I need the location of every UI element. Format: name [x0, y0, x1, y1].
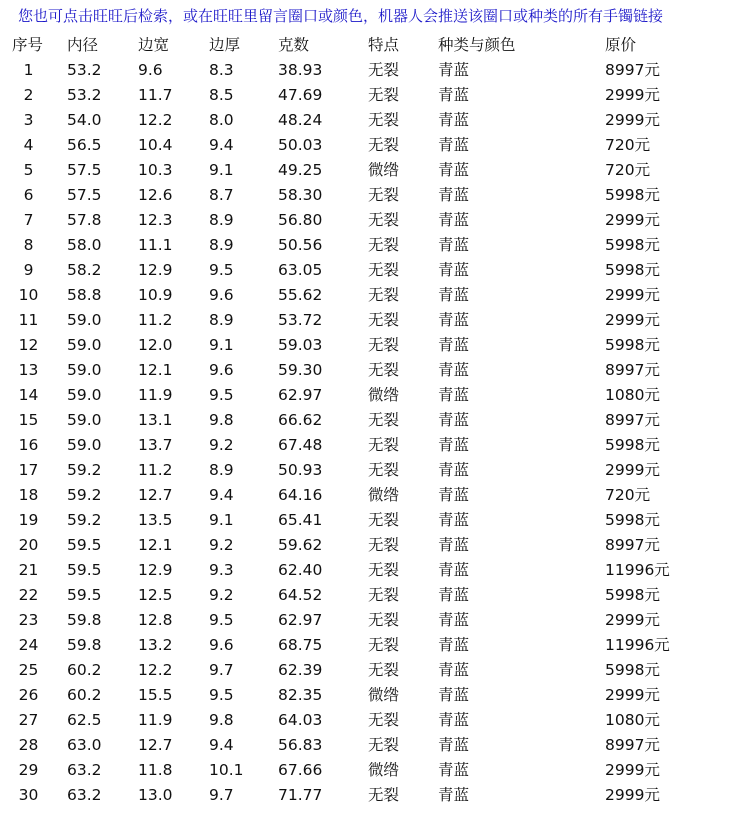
- cell-index: 3: [23, 111, 34, 129]
- header-feature: 特点: [368, 36, 400, 54]
- cell-inner-diameter: 57.5: [67, 161, 102, 179]
- cell-band-thickness: 9.2: [209, 586, 234, 604]
- cell-feature: 无裂: [368, 261, 400, 279]
- table-header-row: [12, 33, 742, 58]
- cell-band-thickness: 8.3: [209, 61, 234, 79]
- cell-weight: 62.39: [278, 661, 323, 679]
- cell-weight: 59.30: [278, 361, 323, 379]
- table-row: [12, 283, 742, 308]
- cell-type-color: 青蓝: [438, 286, 470, 304]
- cell-type-color: 青蓝: [438, 111, 470, 129]
- cell-type-color: 青蓝: [438, 636, 470, 654]
- table-row: [12, 308, 742, 333]
- cell-band-width: 11.7: [138, 86, 173, 104]
- cell-inner-diameter: 59.5: [67, 586, 102, 604]
- cell-inner-diameter: 59.0: [67, 311, 102, 329]
- table-row: [12, 533, 742, 558]
- cell-original-price: 8997元: [605, 736, 660, 754]
- cell-feature: 无裂: [368, 786, 400, 804]
- cell-index: 16: [18, 436, 39, 454]
- cell-type-color: 青蓝: [438, 686, 470, 704]
- cell-feature: 无裂: [368, 61, 400, 79]
- cell-weight: 55.62: [278, 286, 323, 304]
- table-row: [12, 433, 742, 458]
- table-row: [12, 583, 742, 608]
- table-row: [12, 658, 742, 683]
- cell-inner-diameter: 60.2: [67, 661, 102, 679]
- cell-inner-diameter: 53.2: [67, 86, 102, 104]
- cell-band-width: 12.7: [138, 486, 173, 504]
- cell-index: 19: [18, 511, 39, 529]
- cell-type-color: 青蓝: [438, 161, 470, 179]
- cell-weight: 38.93: [278, 61, 323, 79]
- cell-inner-diameter: 53.2: [67, 61, 102, 79]
- cell-band-width: 9.6: [138, 61, 163, 79]
- cell-feature: 无裂: [368, 661, 400, 679]
- cell-type-color: 青蓝: [438, 561, 470, 579]
- cell-index: 26: [18, 686, 39, 704]
- cell-index: 11: [18, 311, 39, 329]
- cell-weight: 53.72: [278, 311, 323, 329]
- cell-feature: 无裂: [368, 636, 400, 654]
- cell-weight: 49.25: [278, 161, 323, 179]
- cell-type-color: 青蓝: [438, 336, 470, 354]
- cell-original-price: 720元: [605, 161, 651, 179]
- cell-original-price: 5998元: [605, 186, 660, 204]
- cell-weight: 56.83: [278, 736, 323, 754]
- cell-band-width: 12.2: [138, 111, 173, 129]
- cell-band-thickness: 9.8: [209, 711, 234, 729]
- cell-inner-diameter: 60.2: [67, 686, 102, 704]
- cell-index: 21: [18, 561, 39, 579]
- cell-weight: 59.03: [278, 336, 323, 354]
- cell-band-width: 15.5: [138, 686, 173, 704]
- cell-band-width: 12.6: [138, 186, 173, 204]
- table-row: [12, 758, 742, 783]
- cell-type-color: 青蓝: [438, 386, 470, 404]
- cell-type-color: 青蓝: [438, 61, 470, 79]
- cell-original-price: 720元: [605, 486, 651, 504]
- table-row: [12, 333, 742, 358]
- cell-weight: 82.35: [278, 686, 323, 704]
- cell-type-color: 青蓝: [438, 536, 470, 554]
- header-original-price: 原价: [605, 36, 637, 54]
- cell-type-color: 青蓝: [438, 86, 470, 104]
- table-row: [12, 483, 742, 508]
- table-row: [12, 408, 742, 433]
- table-row: [12, 458, 742, 483]
- cell-feature: 无裂: [368, 411, 400, 429]
- cell-band-thickness: 10.1: [209, 761, 244, 779]
- cell-index: 2: [23, 86, 34, 104]
- cell-weight: 48.24: [278, 111, 323, 129]
- cell-weight: 62.97: [278, 611, 323, 629]
- cell-band-thickness: 9.5: [209, 686, 234, 704]
- cell-inner-diameter: 58.8: [67, 286, 102, 304]
- cell-feature: 微绺: [368, 386, 400, 404]
- cell-band-width: 13.5: [138, 511, 173, 529]
- cell-band-thickness: 9.4: [209, 486, 234, 504]
- cell-band-thickness: 9.2: [209, 436, 234, 454]
- cell-index: 28: [18, 736, 39, 754]
- cell-original-price: 2999元: [605, 311, 660, 329]
- cell-band-width: 10.4: [138, 136, 173, 154]
- cell-feature: 无裂: [368, 236, 400, 254]
- cell-band-thickness: 9.6: [209, 361, 234, 379]
- cell-band-width: 13.1: [138, 411, 173, 429]
- cell-band-width: 11.8: [138, 761, 173, 779]
- cell-type-color: 青蓝: [438, 761, 470, 779]
- cell-inner-diameter: 59.0: [67, 411, 102, 429]
- cell-original-price: 2999元: [605, 611, 660, 629]
- cell-index: 12: [18, 336, 39, 354]
- cell-original-price: 11996元: [605, 636, 670, 654]
- cell-feature: 微绺: [368, 686, 400, 704]
- cell-inner-diameter: 56.5: [67, 136, 102, 154]
- table-row: [12, 558, 742, 583]
- header-band-thickness: 边厚: [209, 36, 241, 54]
- cell-original-price: 2999元: [605, 286, 660, 304]
- cell-original-price: 2999元: [605, 786, 660, 804]
- cell-weight: 68.75: [278, 636, 323, 654]
- table-row: [12, 58, 742, 83]
- cell-band-thickness: 9.8: [209, 411, 234, 429]
- cell-band-thickness: 9.4: [209, 136, 234, 154]
- cell-index: 17: [18, 461, 39, 479]
- cell-index: 18: [18, 486, 39, 504]
- cell-feature: 无裂: [368, 286, 400, 304]
- cell-feature: 无裂: [368, 561, 400, 579]
- cell-feature: 无裂: [368, 536, 400, 554]
- header-weight: 克数: [278, 36, 310, 54]
- cell-inner-diameter: 63.0: [67, 736, 102, 754]
- cell-band-thickness: 9.5: [209, 261, 234, 279]
- cell-type-color: 青蓝: [438, 486, 470, 504]
- cell-original-price: 5998元: [605, 436, 660, 454]
- cell-band-width: 10.9: [138, 286, 173, 304]
- cell-band-width: 12.9: [138, 261, 173, 279]
- table-row: [12, 733, 742, 758]
- cell-feature: 无裂: [368, 211, 400, 229]
- table-row: [12, 83, 742, 108]
- cell-index: 27: [18, 711, 39, 729]
- cell-band-thickness: 8.9: [209, 311, 234, 329]
- cell-original-price: 720元: [605, 136, 651, 154]
- cell-band-thickness: 8.7: [209, 186, 234, 204]
- cell-feature: 微绺: [368, 486, 400, 504]
- cell-band-width: 12.1: [138, 361, 173, 379]
- cell-weight: 67.66: [278, 761, 323, 779]
- cell-band-width: 12.5: [138, 586, 173, 604]
- table-row: [12, 608, 742, 633]
- cell-original-price: 8997元: [605, 411, 660, 429]
- cell-original-price: 1080元: [605, 386, 660, 404]
- cell-inner-diameter: 63.2: [67, 786, 102, 804]
- cell-original-price: 5998元: [605, 511, 660, 529]
- cell-weight: 56.80: [278, 211, 323, 229]
- cell-index: 30: [18, 786, 39, 804]
- cell-band-thickness: 8.9: [209, 211, 234, 229]
- cell-type-color: 青蓝: [438, 461, 470, 479]
- cell-band-thickness: 9.6: [209, 636, 234, 654]
- cell-index: 29: [18, 761, 39, 779]
- cell-inner-diameter: 59.0: [67, 361, 102, 379]
- cell-inner-diameter: 57.5: [67, 186, 102, 204]
- table-row: [12, 508, 742, 533]
- cell-band-width: 12.0: [138, 336, 173, 354]
- cell-band-width: 13.7: [138, 436, 173, 454]
- cell-index: 22: [18, 586, 39, 604]
- cell-inner-diameter: 59.0: [67, 386, 102, 404]
- cell-feature: 无裂: [368, 461, 400, 479]
- bangle-inventory-table: [12, 33, 742, 808]
- table-row: [12, 258, 742, 283]
- cell-weight: 50.56: [278, 236, 323, 254]
- cell-band-width: 11.2: [138, 461, 173, 479]
- cell-feature: 微绺: [368, 161, 400, 179]
- cell-band-thickness: 8.9: [209, 461, 234, 479]
- cell-weight: 64.03: [278, 711, 323, 729]
- cell-band-width: 12.8: [138, 611, 173, 629]
- cell-inner-diameter: 59.8: [67, 611, 102, 629]
- cell-index: 5: [23, 161, 34, 179]
- cell-original-price: 5998元: [605, 586, 660, 604]
- cell-band-thickness: 8.5: [209, 86, 234, 104]
- cell-inner-diameter: 59.0: [67, 436, 102, 454]
- cell-original-price: 2999元: [605, 761, 660, 779]
- table-row: [12, 233, 742, 258]
- cell-weight: 50.03: [278, 136, 323, 154]
- cell-band-thickness: 9.1: [209, 161, 234, 179]
- cell-inner-diameter: 54.0: [67, 111, 102, 129]
- table-row: [12, 633, 742, 658]
- cell-feature: 无裂: [368, 136, 400, 154]
- cell-band-thickness: 9.3: [209, 561, 234, 579]
- cell-index: 15: [18, 411, 39, 429]
- cell-weight: 62.97: [278, 386, 323, 404]
- cell-index: 8: [23, 236, 34, 254]
- cell-band-width: 12.1: [138, 536, 173, 554]
- cell-index: 24: [18, 636, 39, 654]
- cell-band-thickness: 9.7: [209, 786, 234, 804]
- cell-feature: 无裂: [368, 336, 400, 354]
- cell-weight: 59.62: [278, 536, 323, 554]
- cell-feature: 无裂: [368, 511, 400, 529]
- cell-inner-diameter: 58.2: [67, 261, 102, 279]
- cell-original-price: 5998元: [605, 336, 660, 354]
- cell-weight: 58.30: [278, 186, 323, 204]
- cell-original-price: 8997元: [605, 536, 660, 554]
- cell-type-color: 青蓝: [438, 611, 470, 629]
- cell-band-width: 12.3: [138, 211, 173, 229]
- table-row: [12, 183, 742, 208]
- table-row: [12, 158, 742, 183]
- cell-weight: 50.93: [278, 461, 323, 479]
- header-inner-diameter: 内径: [67, 36, 99, 54]
- cell-weight: 66.62: [278, 411, 323, 429]
- cell-index: 14: [18, 386, 39, 404]
- cell-band-width: 11.2: [138, 311, 173, 329]
- cell-original-price: 2999元: [605, 86, 660, 104]
- cell-band-thickness: 8.0: [209, 111, 234, 129]
- table-row: [12, 133, 742, 158]
- cell-original-price: 2999元: [605, 461, 660, 479]
- cell-inner-diameter: 59.5: [67, 561, 102, 579]
- cell-type-color: 青蓝: [438, 786, 470, 804]
- cell-inner-diameter: 57.8: [67, 211, 102, 229]
- cell-original-price: 5998元: [605, 261, 660, 279]
- header-index: 序号: [12, 36, 44, 54]
- cell-type-color: 青蓝: [438, 261, 470, 279]
- cell-band-width: 13.2: [138, 636, 173, 654]
- cell-original-price: 8997元: [605, 61, 660, 79]
- cell-inner-diameter: 62.5: [67, 711, 102, 729]
- cell-type-color: 青蓝: [438, 411, 470, 429]
- cell-band-thickness: 9.5: [209, 611, 234, 629]
- cell-weight: 47.69: [278, 86, 323, 104]
- cell-original-price: 2999元: [605, 686, 660, 704]
- cell-inner-diameter: 59.0: [67, 336, 102, 354]
- cell-type-color: 青蓝: [438, 711, 470, 729]
- cell-weight: 65.41: [278, 511, 323, 529]
- cell-band-width: 13.0: [138, 786, 173, 804]
- cell-band-width: 10.3: [138, 161, 173, 179]
- cell-band-thickness: 9.5: [209, 386, 234, 404]
- cell-original-price: 8997元: [605, 361, 660, 379]
- cell-weight: 64.16: [278, 486, 323, 504]
- cell-feature: 无裂: [368, 436, 400, 454]
- cell-original-price: 11996元: [605, 561, 670, 579]
- cell-inner-diameter: 63.2: [67, 761, 102, 779]
- cell-feature: 无裂: [368, 711, 400, 729]
- cell-type-color: 青蓝: [438, 586, 470, 604]
- cell-band-width: 12.9: [138, 561, 173, 579]
- cell-feature: 无裂: [368, 111, 400, 129]
- table-row: [12, 108, 742, 133]
- cell-band-width: 12.2: [138, 661, 173, 679]
- cell-type-color: 青蓝: [438, 661, 470, 679]
- cell-index: 9: [23, 261, 34, 279]
- table-row: [12, 208, 742, 233]
- cell-weight: 67.48: [278, 436, 323, 454]
- cell-feature: 无裂: [368, 186, 400, 204]
- cell-type-color: 青蓝: [438, 186, 470, 204]
- cell-original-price: 2999元: [605, 111, 660, 129]
- cell-feature: 无裂: [368, 311, 400, 329]
- cell-band-width: 12.7: [138, 736, 173, 754]
- cell-type-color: 青蓝: [438, 236, 470, 254]
- cell-feature: 微绺: [368, 761, 400, 779]
- cell-index: 25: [18, 661, 39, 679]
- cell-feature: 无裂: [368, 586, 400, 604]
- cell-type-color: 青蓝: [438, 136, 470, 154]
- table-row: [12, 783, 742, 808]
- search-hint-notice: 您也可点击旺旺后检索，或在旺旺里留言圈口或颜色，机器人会推送该圈口或种类的所有手镯链接: [18, 7, 664, 25]
- cell-index: 13: [18, 361, 39, 379]
- cell-inner-diameter: 59.2: [67, 486, 102, 504]
- cell-inner-diameter: 59.2: [67, 511, 102, 529]
- cell-inner-diameter: 59.2: [67, 461, 102, 479]
- cell-original-price: 5998元: [605, 236, 660, 254]
- cell-band-thickness: 9.7: [209, 661, 234, 679]
- cell-band-thickness: 9.4: [209, 736, 234, 754]
- cell-weight: 71.77: [278, 786, 323, 804]
- cell-type-color: 青蓝: [438, 436, 470, 454]
- cell-band-thickness: 8.9: [209, 236, 234, 254]
- cell-band-thickness: 9.6: [209, 286, 234, 304]
- cell-weight: 64.52: [278, 586, 323, 604]
- cell-weight: 62.40: [278, 561, 323, 579]
- cell-feature: 无裂: [368, 736, 400, 754]
- cell-band-thickness: 9.2: [209, 536, 234, 554]
- cell-original-price: 5998元: [605, 661, 660, 679]
- cell-index: 1: [23, 61, 34, 79]
- cell-index: 4: [23, 136, 34, 154]
- header-band-width: 边宽: [138, 36, 170, 54]
- cell-weight: 63.05: [278, 261, 323, 279]
- table-row: [12, 708, 742, 733]
- cell-index: 7: [23, 211, 34, 229]
- cell-type-color: 青蓝: [438, 736, 470, 754]
- cell-band-width: 11.1: [138, 236, 173, 254]
- cell-band-thickness: 9.1: [209, 336, 234, 354]
- cell-band-width: 11.9: [138, 711, 173, 729]
- cell-index: 6: [23, 186, 34, 204]
- cell-type-color: 青蓝: [438, 311, 470, 329]
- cell-original-price: 1080元: [605, 711, 660, 729]
- cell-type-color: 青蓝: [438, 511, 470, 529]
- cell-band-thickness: 9.1: [209, 511, 234, 529]
- cell-index: 10: [18, 286, 39, 304]
- cell-original-price: 2999元: [605, 211, 660, 229]
- cell-inner-diameter: 59.8: [67, 636, 102, 654]
- header-type-color: 种类与颜色: [438, 36, 516, 54]
- table-row: [12, 683, 742, 708]
- table-row: [12, 358, 742, 383]
- cell-feature: 无裂: [368, 86, 400, 104]
- cell-band-width: 11.9: [138, 386, 173, 404]
- cell-inner-diameter: 59.5: [67, 536, 102, 554]
- cell-index: 23: [18, 611, 39, 629]
- cell-inner-diameter: 58.0: [67, 236, 102, 254]
- table-row: [12, 383, 742, 408]
- cell-type-color: 青蓝: [438, 361, 470, 379]
- cell-index: 20: [18, 536, 39, 554]
- cell-type-color: 青蓝: [438, 211, 470, 229]
- cell-feature: 无裂: [368, 611, 400, 629]
- cell-feature: 无裂: [368, 361, 400, 379]
